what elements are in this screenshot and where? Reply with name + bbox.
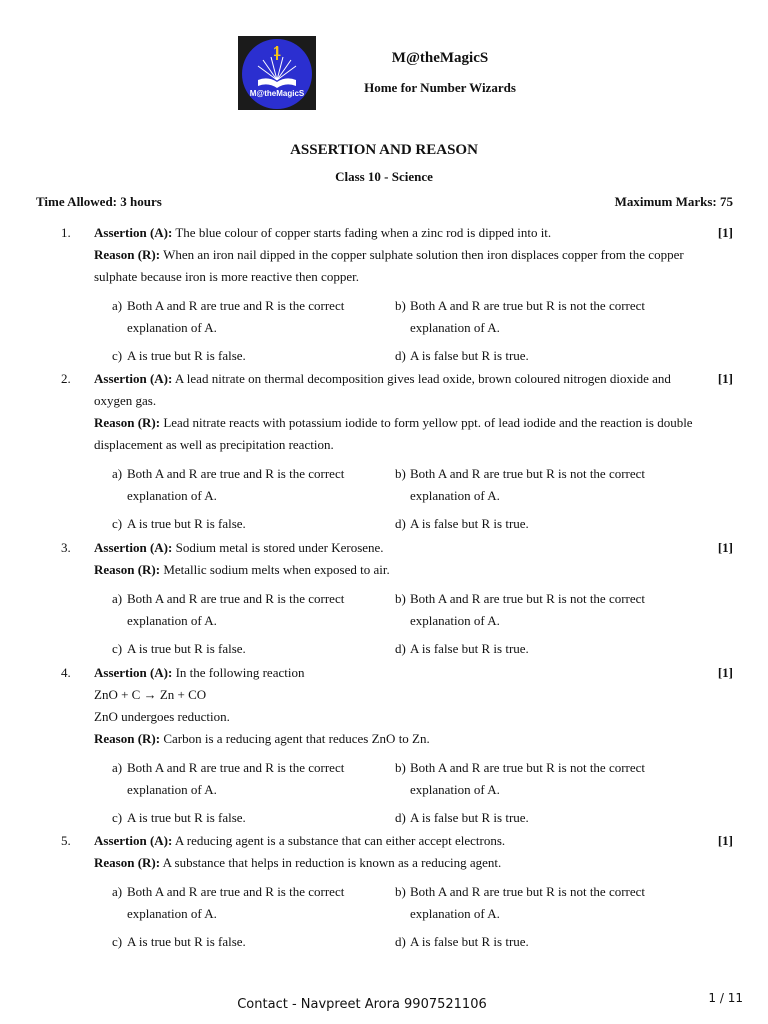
option-c	[112, 931, 382, 953]
question-number: 4.	[61, 665, 71, 680]
question-marks: [1]	[717, 225, 733, 240]
option-letter: b)	[395, 298, 406, 313]
option-text: Both A and R are true but R is not the correct explanation of A.	[410, 760, 646, 797]
option-letter: b)	[395, 760, 406, 775]
option-letter: a)	[112, 466, 123, 481]
option-text: A is false but R is true.	[410, 348, 529, 363]
maximum-marks: Maximum Marks: 75	[614, 194, 733, 209]
assertion-label: Assertion (A):	[94, 665, 173, 680]
brand-logo	[238, 36, 316, 110]
question-number: 5.	[61, 833, 71, 848]
question-number: 3.	[61, 540, 71, 555]
assertion-extra-line: ZnO undergoes reduction.	[94, 709, 230, 724]
option-b	[395, 588, 665, 632]
page-number: 1 / 11	[708, 991, 743, 1005]
assertion-line	[94, 368, 700, 412]
option-text: Both A and R are true and R is the correct explanation of A.	[127, 884, 345, 921]
assertion-label: Assertion (A):	[94, 540, 173, 555]
reason-label: Reason (R):	[94, 855, 161, 870]
assertion-line	[94, 662, 700, 684]
option-d	[395, 807, 665, 829]
option-text: Both A and R are true and R is the correct explanation of A.	[127, 466, 345, 503]
reason-line	[94, 244, 700, 288]
assertion-line	[94, 830, 700, 852]
option-c	[112, 513, 382, 535]
option-letter: a)	[112, 760, 123, 775]
option-b	[395, 881, 665, 925]
option-letter: c)	[112, 810, 123, 825]
assertion-extra-line: ZnO + C → Zn + CO	[94, 687, 207, 702]
option-letter: c)	[112, 348, 123, 363]
option-b	[395, 295, 665, 339]
question-marks: [1]	[717, 371, 733, 386]
question-body	[94, 537, 700, 581]
option-d	[395, 931, 665, 953]
brand-subtitle: Home for Number Wizards	[364, 80, 516, 95]
option-letter: a)	[112, 298, 123, 313]
reason-line	[94, 728, 700, 750]
option-text: A is true but R is false.	[127, 934, 246, 949]
option-letter: a)	[112, 884, 123, 899]
question-marks: [1]	[717, 833, 733, 848]
time-allowed: Time Allowed: 3 hours	[36, 194, 162, 209]
option-a	[112, 295, 382, 339]
question-body	[94, 830, 700, 874]
question-body	[94, 368, 700, 456]
reason-line	[94, 852, 700, 874]
question-body	[94, 222, 700, 288]
option-text: Both A and R are true but R is not the correct explanation of A.	[410, 298, 646, 335]
option-text: A is false but R is true.	[410, 810, 529, 825]
reason-label: Reason (R):	[94, 731, 161, 746]
option-a	[112, 463, 382, 507]
option-letter: c)	[112, 516, 123, 531]
option-letter: b)	[395, 591, 406, 606]
reason-text: Metallic sodium melts when exposed to air.	[160, 562, 390, 577]
option-text: Both A and R are true and R is the correct explanation of A.	[127, 760, 345, 797]
option-letter: d)	[395, 516, 406, 531]
option-d	[395, 345, 665, 367]
option-text: A is true but R is false.	[127, 641, 246, 656]
assertion-text: Sodium metal is stored under Kerosene.	[172, 540, 384, 555]
option-a	[112, 588, 382, 632]
footer-contact: Contact - Navpreet Arora 9907521106	[237, 997, 487, 1012]
option-letter: c)	[112, 641, 123, 656]
assertion-label: Assertion (A):	[94, 225, 173, 240]
option-text: Both A and R are true but R is not the correct explanation of A.	[410, 591, 646, 628]
assertion-line	[94, 537, 700, 559]
reason-line	[94, 412, 700, 456]
question-number: 2.	[61, 371, 71, 386]
option-letter: d)	[395, 810, 406, 825]
reason-label: Reason (R):	[94, 415, 161, 430]
option-text: Both A and R are true and R is the correct explanation of A.	[127, 591, 345, 628]
assertion-text: A reducing agent is a substance that can either accept electrons.	[172, 833, 506, 848]
option-letter: c)	[112, 934, 123, 949]
option-text: Both A and R are true but R is not the correct explanation of A.	[410, 466, 646, 503]
option-text: A is false but R is true.	[410, 641, 529, 656]
assertion-label: Assertion (A):	[94, 371, 173, 386]
option-d	[395, 638, 665, 660]
reason-text: Carbon is a reducing agent that reduces ZnO to Zn.	[160, 731, 430, 746]
option-letter: d)	[395, 348, 406, 363]
reason-text: A substance that helps in reduction is known as a reducing agent.	[160, 855, 502, 870]
option-text: Both A and R are true and R is the correct explanation of A.	[127, 298, 345, 335]
option-text: Both A and R are true but R is not the correct explanation of A.	[410, 884, 646, 921]
option-letter: b)	[395, 466, 406, 481]
option-letter: d)	[395, 641, 406, 656]
assertion-text: The blue colour of copper starts fading when a zinc rod is dipped into it.	[172, 225, 552, 240]
reason-label: Reason (R):	[94, 247, 161, 262]
option-letter: a)	[112, 591, 123, 606]
reason-label: Reason (R):	[94, 562, 161, 577]
brand-title: M@theMagicS	[391, 50, 489, 66]
question-marks: [1]	[717, 665, 733, 680]
option-d	[395, 513, 665, 535]
option-text: A is true but R is false.	[127, 348, 246, 363]
option-a	[112, 881, 382, 925]
document-title: ASSERTION AND REASON	[290, 142, 478, 158]
option-letter: d)	[395, 934, 406, 949]
option-text: A is false but R is true.	[410, 516, 529, 531]
class-line: Class 10 - Science	[335, 169, 433, 184]
assertion-label: Assertion (A):	[94, 833, 173, 848]
option-text: A is false but R is true.	[410, 934, 529, 949]
assertion-text: A lead nitrate on thermal decomposition gives lead oxide, brown coloured nitrogen dioxide and oxygen gas.	[94, 371, 671, 408]
logo-number: 1	[273, 43, 281, 59]
option-b	[395, 463, 665, 507]
question-body	[94, 662, 700, 750]
option-c	[112, 638, 382, 660]
question-marks: [1]	[717, 540, 733, 555]
option-letter: b)	[395, 884, 406, 899]
option-b	[395, 757, 665, 801]
option-text: A is true but R is false.	[127, 516, 246, 531]
question-number: 1.	[61, 225, 71, 240]
assertion-line	[94, 222, 700, 244]
option-c	[112, 345, 382, 367]
reason-line	[94, 559, 700, 581]
reason-text: Lead nitrate reacts with potassium iodide to form yellow ppt. of lead iodide and the reaction is double displacement as well as precipitation reaction.	[94, 415, 693, 452]
logo-text: M@theMagicS	[249, 89, 305, 98]
option-c	[112, 807, 382, 829]
option-text: A is true but R is false.	[127, 810, 246, 825]
reason-text: When an iron nail dipped in the copper sulphate solution then iron displaces copper from the copper sulphate because iron is more reactive then copper.	[94, 247, 684, 284]
assertion-text: In the following reaction	[172, 665, 305, 680]
option-a	[112, 757, 382, 801]
